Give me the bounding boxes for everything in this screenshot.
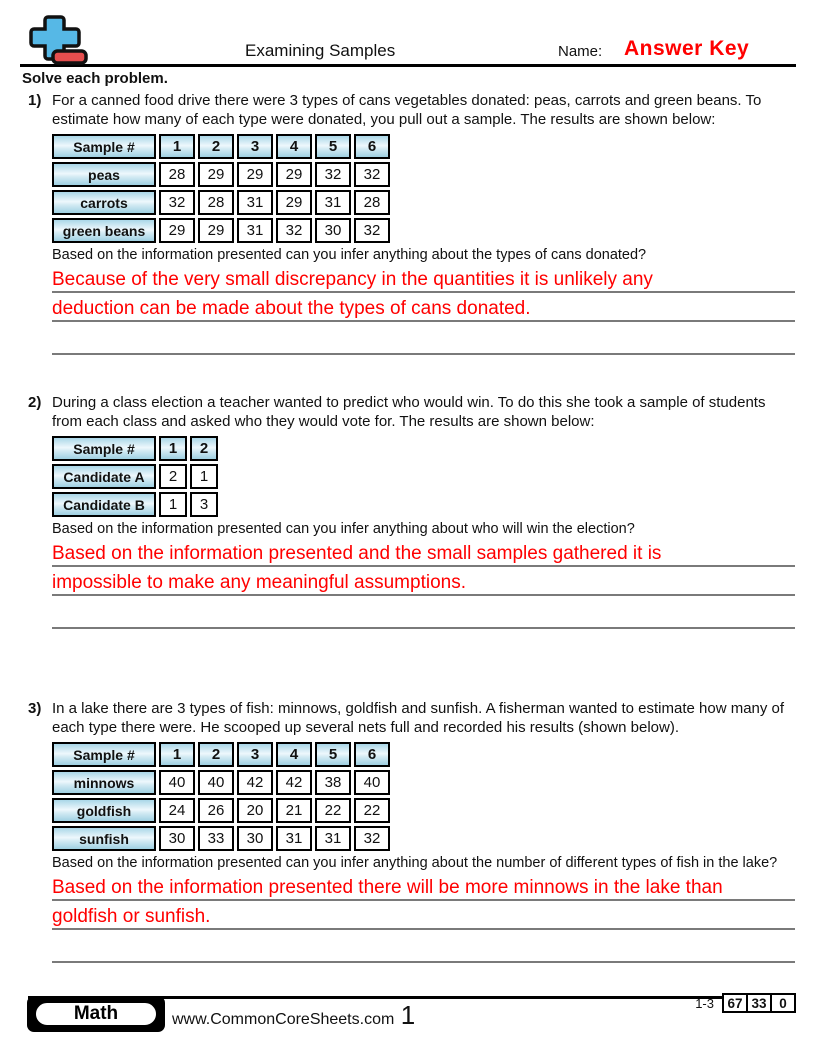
table-row — [52, 162, 390, 187]
sample-table — [49, 739, 393, 854]
table-row — [52, 464, 218, 489]
table-cell: 42 — [276, 770, 312, 795]
problem-number: 1) — [28, 92, 42, 109]
name-label: Name: — [558, 43, 603, 60]
table-cell: 26 — [198, 798, 234, 823]
row-label-cell: Candidate A — [52, 464, 156, 489]
table-cell: 40 — [354, 770, 390, 795]
table-header-row — [52, 742, 390, 767]
row-label-cell: peas — [52, 162, 156, 187]
answer-text: Based on the information presented and the small samples gathered it is — [52, 543, 662, 564]
row-label-cell: minnows — [52, 770, 156, 795]
table-cell: 32 — [315, 162, 351, 187]
table-cell: 31 — [276, 826, 312, 851]
sample-table — [49, 131, 393, 246]
table-header-cell: 4 — [276, 742, 312, 767]
row-label-cell: Candidate B — [52, 492, 156, 517]
page-number: 1 — [400, 1000, 416, 1030]
answer-line — [52, 264, 795, 293]
table-cell: 22 — [315, 798, 351, 823]
table-header-cell: 3 — [237, 742, 273, 767]
answer-line — [52, 901, 795, 930]
table-cell: 32 — [354, 826, 390, 851]
table-cell: 32 — [276, 218, 312, 243]
table-header-cell: 5 — [315, 742, 351, 767]
table-row — [52, 190, 390, 215]
table-header-cell: 4 — [276, 134, 312, 159]
table-row — [52, 492, 218, 517]
table-cell: 2 — [159, 464, 187, 489]
answer-text: impossible to make any meaningful assumptions. — [52, 572, 466, 593]
table-header-cell: 6 — [354, 742, 390, 767]
table-cell: 29 — [198, 162, 234, 187]
problem-range-label: 1-3 — [695, 995, 714, 1011]
table-cell: 1 — [159, 492, 187, 517]
table-header-cell: 1 — [159, 436, 187, 461]
table-header-cell: 2 — [190, 436, 218, 461]
problem-number: 3) — [28, 700, 42, 717]
table-cell: 29 — [237, 162, 273, 187]
table-header-cell: 2 — [198, 742, 234, 767]
table-cell: 28 — [159, 162, 195, 187]
table-header-cell: Sample # — [52, 436, 156, 461]
plus-minus-logo-icon — [28, 14, 90, 66]
table-cell: 32 — [354, 218, 390, 243]
commoncoresheets-logo — [28, 14, 90, 71]
table-cell: 22 — [354, 798, 390, 823]
table-header-cell: 1 — [159, 742, 195, 767]
table-header-cell: 6 — [354, 134, 390, 159]
table-cell: 31 — [315, 826, 351, 851]
worksheet-footer — [0, 996, 816, 1056]
table-cell: 29 — [198, 218, 234, 243]
table-cell: 30 — [315, 218, 351, 243]
table-cell: 30 — [237, 826, 273, 851]
table-cell: 21 — [276, 798, 312, 823]
table-cell: 31 — [315, 190, 351, 215]
score-box: 67 — [722, 993, 748, 1013]
answer-text: Based on the information presented there will be more minnows in the lake than — [52, 877, 723, 898]
table-cell: 32 — [159, 190, 195, 215]
problem-question: Based on the information presented can you infer anything about the types of cans donated? — [52, 247, 647, 263]
answer-blank-line — [52, 600, 795, 629]
table-cell: 20 — [237, 798, 273, 823]
table-cell: 29 — [276, 190, 312, 215]
table-cell: 24 — [159, 798, 195, 823]
score-key — [695, 993, 796, 1013]
table-cell: 40 — [198, 770, 234, 795]
table-cell: 28 — [198, 190, 234, 215]
row-label-cell: green beans — [52, 218, 156, 243]
subject-label: Math — [34, 1001, 158, 1027]
row-label-cell: carrots — [52, 190, 156, 215]
table-cell: 42 — [237, 770, 273, 795]
table-cell: 30 — [159, 826, 195, 851]
table-row — [52, 826, 390, 851]
problem-text: In a lake there are 3 types of fish: minnows, goldfish and sunfish. A fisherman wanted to estimate how many of each type there were. He scooped up several nets full and recorded his results (shown below). — [52, 700, 785, 736]
table-cell: 31 — [237, 190, 273, 215]
table-cell: 40 — [159, 770, 195, 795]
answer-text: goldfish or sunfish. — [52, 906, 211, 927]
worksheet-header — [20, 0, 796, 67]
table-row — [52, 770, 390, 795]
answer-blank-line — [52, 326, 795, 355]
table-cell: 28 — [354, 190, 390, 215]
answer-line — [52, 538, 795, 567]
problem-text: During a class election a teacher wanted to predict who would win. To do this she took a sample of students from each class and asked who they would vote for. The results are shown below: — [52, 394, 766, 430]
score-box: 0 — [770, 993, 796, 1013]
problem-2 — [28, 393, 795, 629]
sample-table — [49, 433, 221, 520]
answer-blank-line — [52, 934, 795, 963]
table-cell: 1 — [190, 464, 218, 489]
table-cell: 33 — [198, 826, 234, 851]
score-boxes — [722, 993, 796, 1013]
table-header-cell: 1 — [159, 134, 195, 159]
problem-question: Based on the information presented can you infer anything about who will win the election? — [52, 521, 635, 537]
answer-line — [52, 567, 795, 596]
table-header-cell: Sample # — [52, 742, 156, 767]
problem-text: For a canned food drive there were 3 types of cans vegetables donated: peas, carrots and green beans. To estimate how many of each type were donated, you pull out a sample. The results are shown below: — [52, 92, 762, 128]
table-cell: 38 — [315, 770, 351, 795]
website-url: www.CommonCoreSheets.com — [172, 1011, 395, 1028]
table-header-cell: 3 — [237, 134, 273, 159]
row-label-cell: goldfish — [52, 798, 156, 823]
row-label-cell: sunfish — [52, 826, 156, 851]
answer-text: deduction can be made about the types of cans donated. — [52, 298, 531, 319]
table-cell: 29 — [276, 162, 312, 187]
answer-line — [52, 872, 795, 901]
table-cell: 32 — [354, 162, 390, 187]
table-row — [52, 798, 390, 823]
table-cell: 3 — [190, 492, 218, 517]
table-cell: 31 — [237, 218, 273, 243]
answer-key-text: Answer Key — [624, 37, 750, 60]
problem-3 — [28, 699, 795, 963]
problem-number: 2) — [28, 394, 42, 411]
problem-question: Based on the information presented can you infer anything about the number of different types of fish in the lake? — [52, 855, 778, 871]
table-header-cell: 2 — [198, 134, 234, 159]
score-box: 33 — [746, 993, 772, 1013]
table-header-row — [52, 134, 390, 159]
table-header-cell: Sample # — [52, 134, 156, 159]
problem-1 — [28, 91, 795, 355]
table-cell: 29 — [159, 218, 195, 243]
answer-line — [52, 293, 795, 322]
answer-text: Because of the very small discrepancy in the quantities it is unlikely any — [52, 269, 653, 290]
page-title: Examining Samples — [245, 41, 396, 60]
table-header-row — [52, 436, 218, 461]
table-row — [52, 218, 390, 243]
instructions-text: Solve each problem. — [22, 70, 168, 87]
table-header-cell: 5 — [315, 134, 351, 159]
